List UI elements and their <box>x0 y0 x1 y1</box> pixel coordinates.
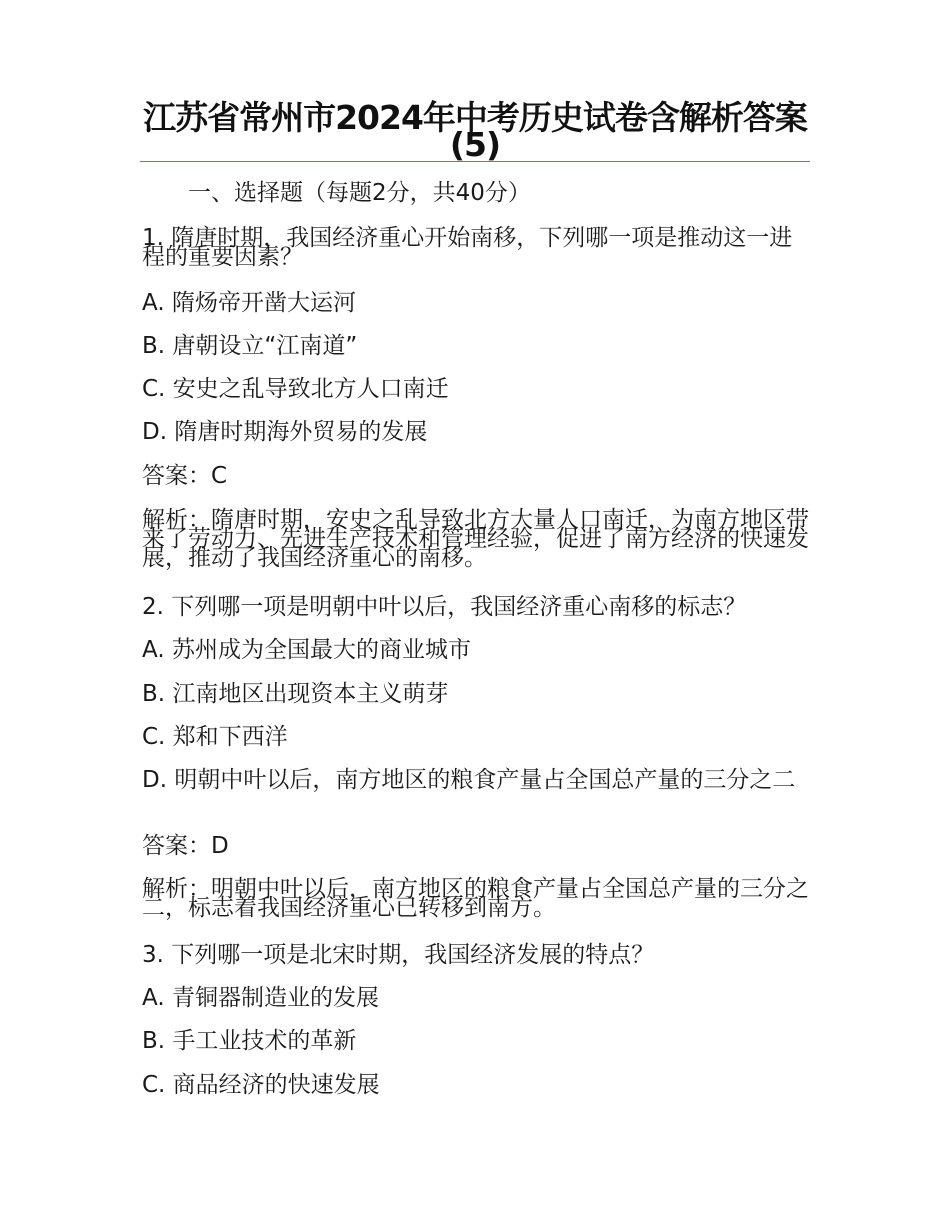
question-3-option-a: A. 青铜器制造业的发展 <box>142 985 379 1011</box>
question-1-analysis: 解析：隋唐时期，安史之乱导致北方大量人口南迁，为南方地区带来了劳动力、先进生产技术和管理经验，促进了南方经济的快速发展，推动了我国经济重心的南移。 <box>142 507 809 571</box>
page-title: 江苏省常州市2024年中考历史试卷含解析答案(5) <box>143 98 807 164</box>
question-2-answer: 答案：D <box>142 833 229 859</box>
question-1-answer: 答案：C <box>142 463 228 489</box>
question-3-option-b: B. 手工业技术的革新 <box>142 1028 357 1054</box>
question-2-analysis: 解析：明朝中叶以后，南方地区的粮食产量占全国总产量的三分之二，标志着我国经济重心已转移到南方。 <box>142 876 809 921</box>
title-divider <box>140 161 810 162</box>
question-1-stem: 1. 隋唐时期，我国经济重心开始南移，下列哪一项是推动这一进程的重要因素？ <box>142 225 793 270</box>
question-2-option-c: C. 郑和下西洋 <box>142 724 288 750</box>
question-1-option-b: B. 唐朝设立“江南道” <box>142 333 358 359</box>
question-1-option-a: A. 隋炀帝开凿大运河 <box>142 290 356 316</box>
question-2-stem: 2. 下列哪一项是明朝中叶以后，我国经济重心南移的标志？ <box>142 594 747 620</box>
question-1-option-c: C. 安史之乱导致北方人口南迁 <box>142 376 449 402</box>
question-2-option-b: B. 江南地区出现资本主义萌芽 <box>142 681 449 707</box>
question-1-option-d: D. 隋唐时期海外贸易的发展 <box>142 419 428 445</box>
section-heading: 一、选择题（每题2分，共40分） <box>188 180 531 206</box>
question-3-stem: 3. 下列哪一项是北宋时期，我国经济发展的特点？ <box>142 942 655 968</box>
question-2-option-a: A. 苏州成为全国最大的商业城市 <box>142 637 471 663</box>
question-2-option-d: D. 明朝中叶以后，南方地区的粮食产量占全国总产量的三分之二 <box>142 767 796 793</box>
question-3-option-c: C. 商品经济的快速发展 <box>142 1072 380 1098</box>
